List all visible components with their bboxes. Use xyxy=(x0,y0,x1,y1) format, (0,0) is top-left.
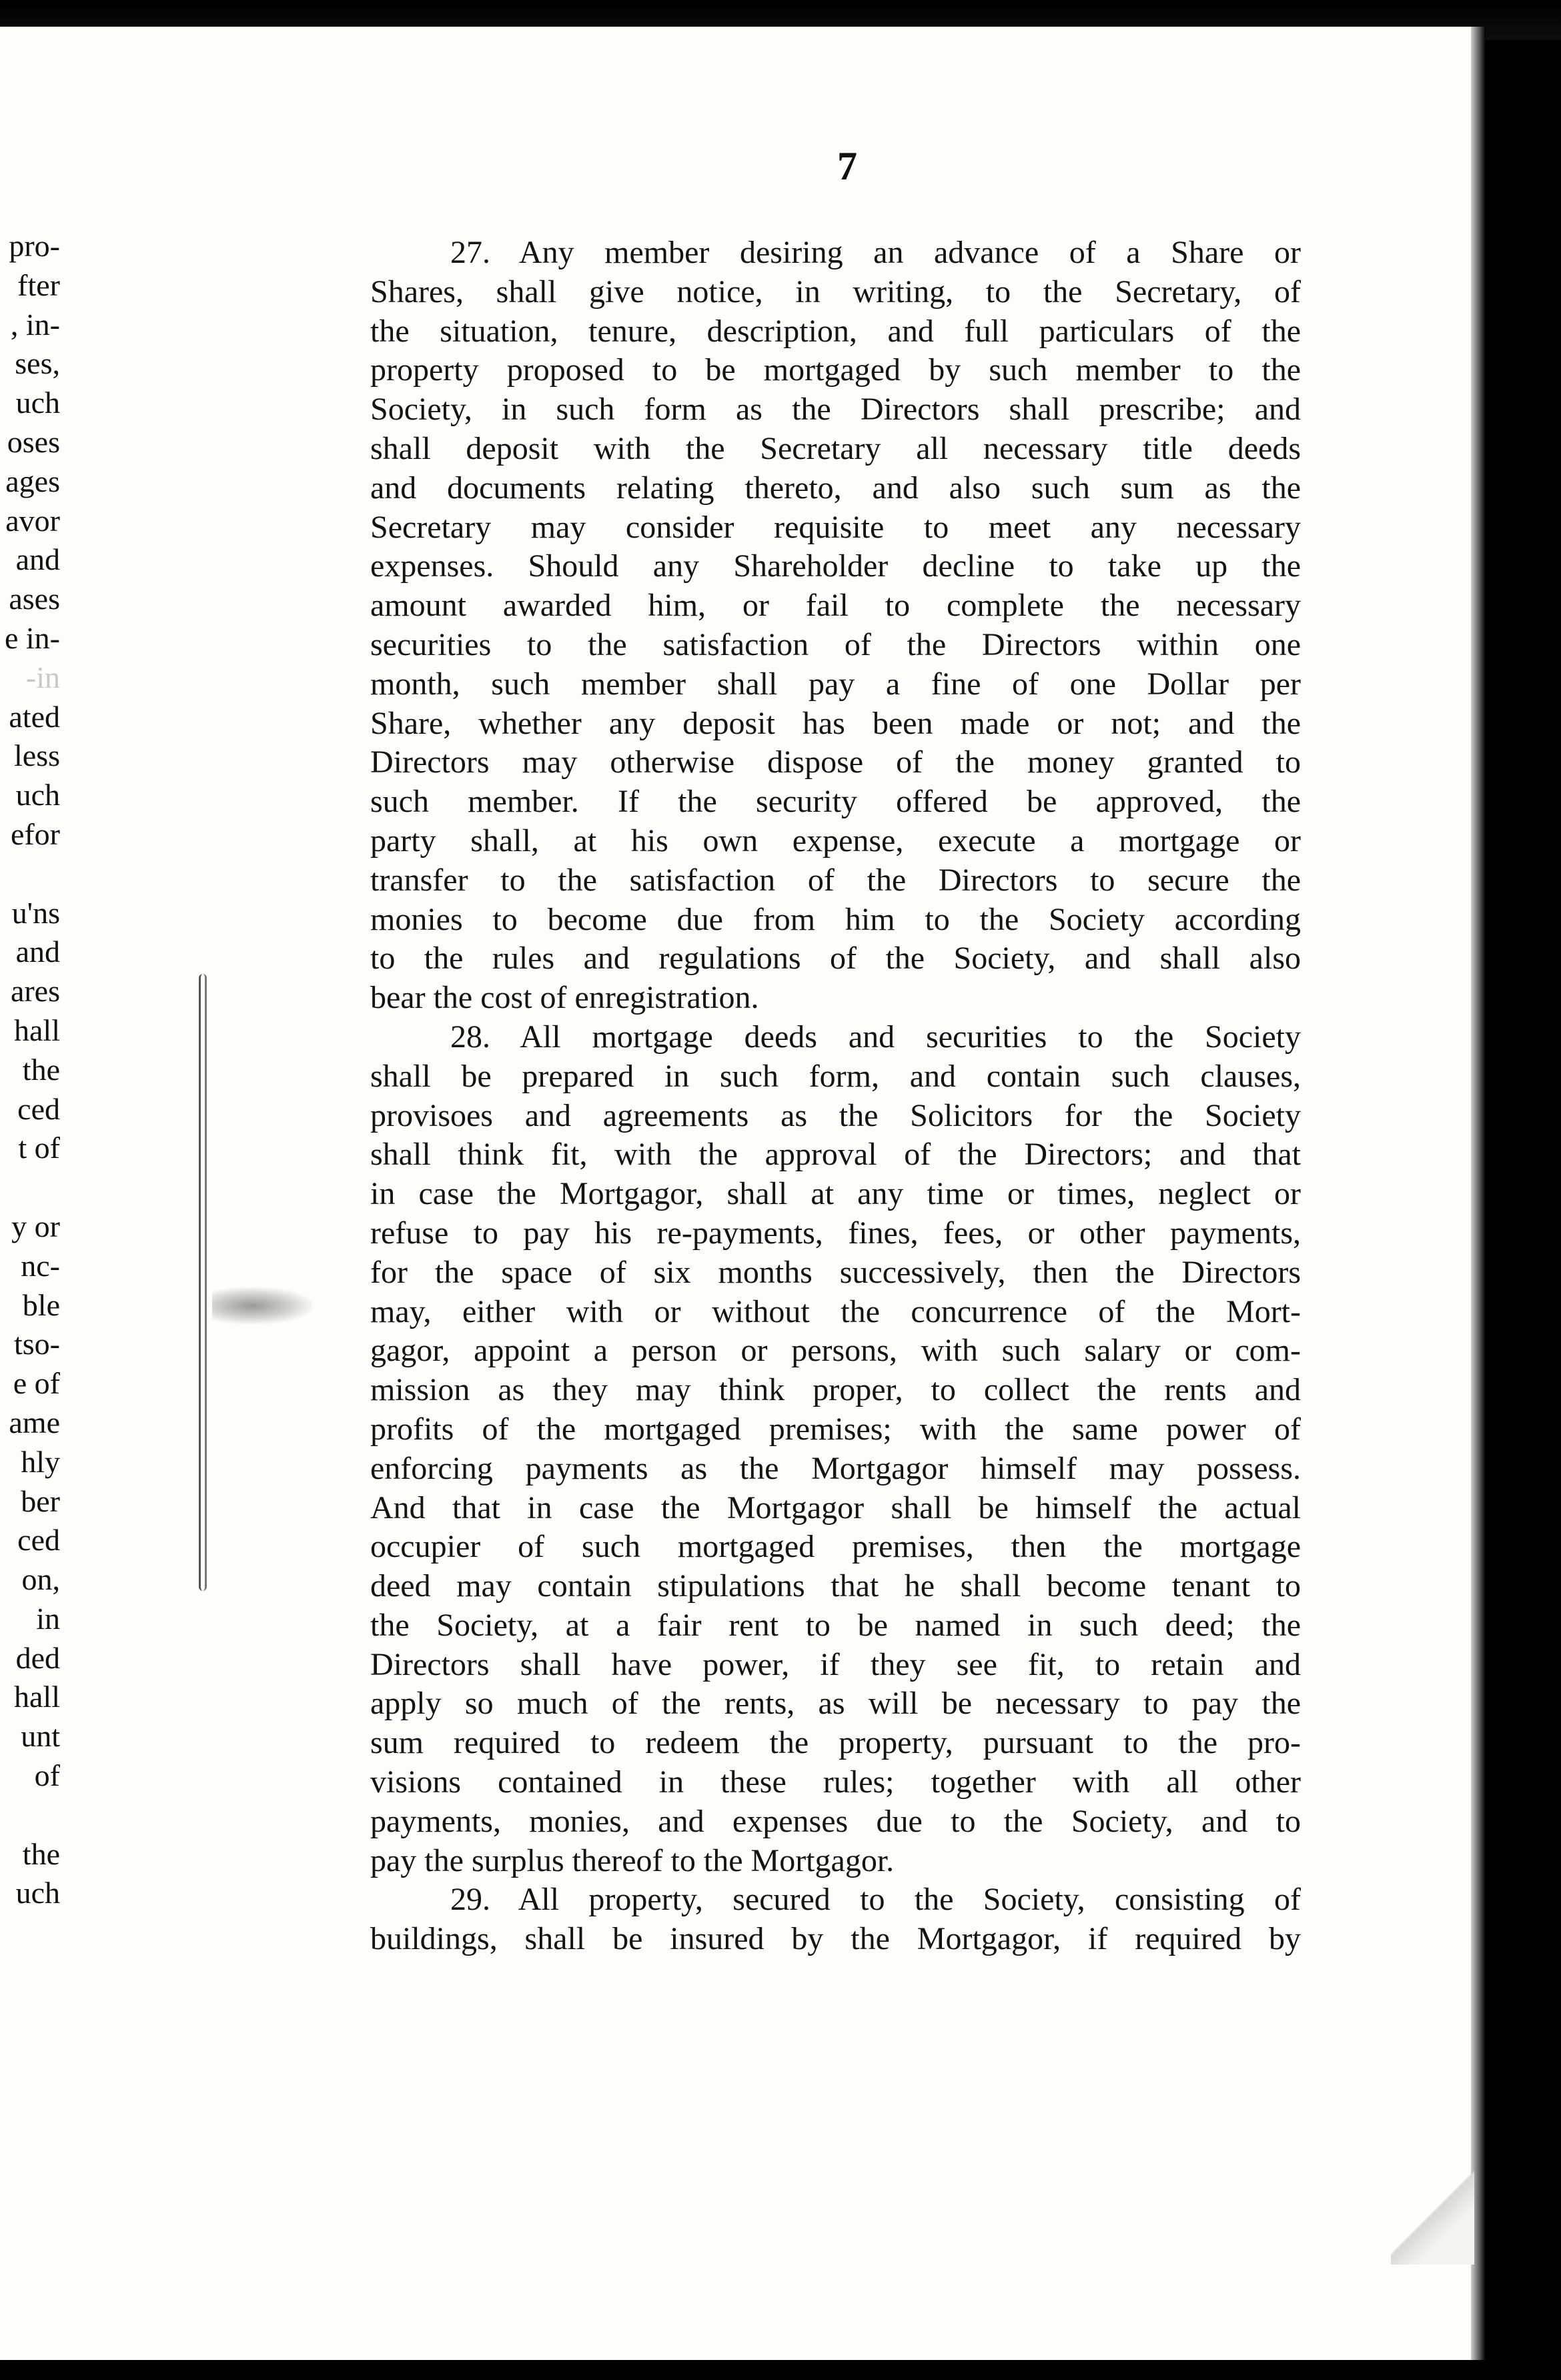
text-line: for the space of six months successively, then the Directors xyxy=(370,1254,1301,1290)
facing-page-fragment: ble xyxy=(22,1287,60,1322)
page-edge-shadow xyxy=(1471,27,1486,2361)
text-line: enforcing payments as the Mortgagor himself may possess. xyxy=(370,1450,1301,1486)
text-line: visions contained in these rules; together with all other xyxy=(370,1764,1301,1800)
text-line: buildings, shall be insured by the Mortgagor, if required by xyxy=(370,1921,1301,1957)
text-line: Society, in such form as the Directors shall prescribe; and xyxy=(370,392,1301,428)
text-line: party shall, at his own expense, execute a mortgage or xyxy=(370,822,1301,858)
binding-knot xyxy=(212,1287,312,1324)
text-line: shall think fit, with the approval of the Directors; and that xyxy=(370,1137,1301,1173)
text-line: deed may contain stipulations that he shall become tenant to xyxy=(370,1568,1301,1604)
text-line: occupier of such mortgaged premises, then the mortgage xyxy=(370,1529,1301,1565)
text-line: 28. All mortgage deeds and securities to the Society xyxy=(450,1019,1301,1055)
text-line: sum required to redeem the property, pursuant to the pro- xyxy=(370,1725,1301,1761)
facing-page-fragment xyxy=(0,1168,60,1207)
facing-page-fragment: ases xyxy=(9,582,60,616)
facing-page-fragment: hly xyxy=(21,1444,60,1479)
text-line: provisoes and agreements as the Solicitors for the Society xyxy=(370,1097,1301,1133)
text-line: 29. All property, secured to the Society, consisting of xyxy=(450,1882,1301,1918)
text-line: shall deposit with the Secretary all necessary title deeds xyxy=(370,430,1301,466)
facing-page-fragment: the xyxy=(22,1836,60,1871)
facing-page-fragment: uch xyxy=(15,778,60,812)
facing-page-fragment: tso- xyxy=(14,1327,60,1361)
facing-page-fragment: less xyxy=(14,738,60,773)
text-line: transfer to the satisfaction of the Directors to secure the xyxy=(370,862,1301,898)
text-line: Share, whether any deposit has been made or not; and the xyxy=(370,705,1301,741)
facing-page-fragment: and xyxy=(15,542,60,577)
text-line: may, either with or without the concurrence of the Mort- xyxy=(370,1293,1301,1329)
text-line: payments, monies, and expenses due to the Society, and to xyxy=(370,1803,1301,1839)
facing-page-fragment: in xyxy=(36,1601,60,1636)
facing-page-fragment: e in- xyxy=(4,620,60,655)
facing-page-fragment xyxy=(0,854,60,894)
facing-page-fragment xyxy=(0,1796,60,1835)
facing-page-fragment: ced xyxy=(17,1523,60,1558)
facing-page-fragment: hall xyxy=(14,1013,60,1047)
text-line: property proposed to be mortgaged by such member to the xyxy=(370,352,1301,388)
text-line: monies to become due from him to the Society according xyxy=(370,901,1301,937)
facing-page-fragment: nc- xyxy=(21,1248,60,1283)
text-line: Secretary may consider requisite to meet any necessary xyxy=(370,509,1301,545)
facing-page-fragment: uch xyxy=(15,386,60,420)
facing-page-fragment: -in xyxy=(25,660,60,694)
facing-page-fragment: and xyxy=(15,935,60,969)
facing-page-fragment: ages xyxy=(5,464,60,498)
facing-page-fragment: fter xyxy=(17,267,60,302)
facing-page-fragment: uch xyxy=(15,1876,60,1910)
text-line: the situation, tenure, description, and full particulars of the xyxy=(370,313,1301,349)
text-line: shall be prepared in such form, and contain such clauses, xyxy=(370,1058,1301,1094)
facing-page-fragment: pro- xyxy=(9,229,60,263)
text-line: apply so much of the rents, as will be necessary to pay the xyxy=(370,1686,1301,1722)
scan-background-bottom xyxy=(0,2360,1561,2380)
text-line: profits of the mortgaged premises; with the same power of xyxy=(370,1411,1301,1447)
text-line: in case the Mortgagor, shall at any time or times, neglect or xyxy=(370,1176,1301,1212)
facing-page-fragment: ame xyxy=(9,1405,60,1439)
facing-page-fragment: t of xyxy=(18,1131,60,1165)
facing-page-fragment: ses, xyxy=(15,346,60,381)
binding-thread xyxy=(199,974,207,1591)
text-line: amount awarded him, or fail to complete the necessary xyxy=(370,588,1301,624)
text-line: pay the surplus thereof to the Mortgagor. xyxy=(370,1842,895,1878)
facing-page-fragment: efor xyxy=(10,816,60,851)
text-line: month, such member shall pay a fine of one Dollar per xyxy=(370,666,1301,702)
facing-page-fragment: ber xyxy=(21,1483,60,1518)
facing-page-fragment: avor xyxy=(5,503,60,538)
text-line: expenses. Should any Shareholder decline to take up the xyxy=(370,548,1301,584)
text-line: to the rules and regulations of the Society, and shall also xyxy=(370,941,1301,977)
text-line: 27. Any member desiring an advance of a Share or xyxy=(450,235,1301,270)
text-line: such member. If the security offered be approved, the xyxy=(370,784,1301,820)
text-line: bear the cost of enregistration. xyxy=(370,980,759,1016)
facing-page-fragment: y or xyxy=(11,1209,60,1243)
folded-corner xyxy=(1391,2165,1474,2265)
text-line: And that in case the Mortgagor shall be himself the actual xyxy=(370,1490,1301,1526)
facing-page-fragment: e of xyxy=(13,1366,60,1401)
facing-page-fragment: oses xyxy=(7,424,60,459)
text-line: securities to the satisfaction of the Directors within one xyxy=(370,626,1301,662)
text-line: the Society, at a fair rent to be named in such deed; the xyxy=(370,1607,1301,1643)
facing-page-fragment: the xyxy=(22,1052,60,1087)
facing-page-fragment: on, xyxy=(21,1562,60,1597)
page-number: 7 xyxy=(837,144,857,188)
text-line: and documents relating thereto, and also such sum as the xyxy=(370,470,1301,506)
facing-page-fragments xyxy=(0,227,60,1913)
facing-page-fragment: , in- xyxy=(10,307,60,342)
text-line: gagor, appoint a person or persons, with such salary or com- xyxy=(370,1333,1301,1369)
facing-page-fragment: ares xyxy=(10,974,60,1009)
text-line: Directors shall have power, if they see fit, to retain and xyxy=(370,1646,1301,1682)
text-line: Shares, shall give notice, in writing, to the Secretary, of xyxy=(370,273,1301,310)
text-line: mission as they may think proper, to collect the rents and xyxy=(370,1372,1301,1408)
facing-page-fragment: of xyxy=(34,1758,60,1793)
facing-page-fragment: ced xyxy=(17,1091,60,1126)
facing-page-fragment: unt xyxy=(21,1719,60,1754)
facing-page-fragment: hall xyxy=(14,1680,60,1714)
facing-page-fragment: u'ns xyxy=(11,895,60,930)
text-line: refuse to pay his re-payments, fines, fees, or other payments, xyxy=(370,1215,1301,1251)
facing-page-fragment: ded xyxy=(15,1640,60,1675)
body-text xyxy=(370,233,1301,1959)
facing-page-fragment: ated xyxy=(9,699,60,734)
text-line: Directors may otherwise dispose of the money granted to xyxy=(370,744,1301,780)
